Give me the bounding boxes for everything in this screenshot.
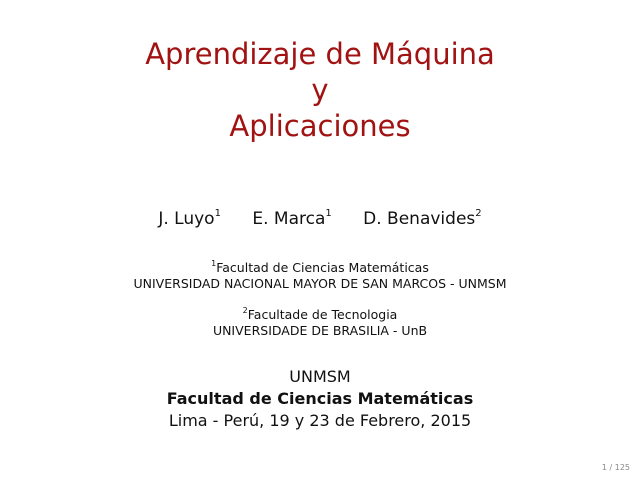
venue-institution: UNMSM [289,367,351,386]
author-marca [252,208,331,230]
affiliation-mark: 1 [325,208,332,219]
affiliation-mark: 2 [475,208,482,219]
author-name: J. Luyo [158,209,215,229]
title-line-2: y [311,73,329,107]
page-number: 1 / 125 [601,463,630,472]
affiliation-institution: UNIVERSIDAD NACIONAL MAYOR DE SAN MARCOS - UNMSM [133,276,507,291]
slide-title [0,36,640,144]
affiliation-mark: 1 [214,208,221,219]
affiliation-1 [0,260,640,292]
affiliation-2 [0,307,640,339]
affiliation-mark: 1 [211,259,217,268]
affiliation-department: $^2$Facultade de Tecnologia [242,306,398,322]
affiliation-institution: UNIVERSIDADE DE BRASILIA - UnB [212,323,428,338]
author-benavides [363,208,481,230]
author-luyo [158,208,221,230]
author-name: D. Benavides [363,209,476,229]
venue-faculty: Facultad de Ciencias Matemáticas [166,389,474,408]
affiliation-department: $^1$Facultad de Ciencias Matemáticas [211,259,429,275]
title-line-1: Aprendizaje de Máquina [145,37,495,71]
author-list [0,208,640,230]
venue-block [0,366,640,432]
venue-date-location: Lima - Perú, 19 y 23 de Febrero, 2015 [168,411,472,430]
title-line-3: Aplicaciones [229,109,411,143]
affiliation-mark: 2 [242,306,248,315]
author-name: E. Marca [252,209,326,229]
